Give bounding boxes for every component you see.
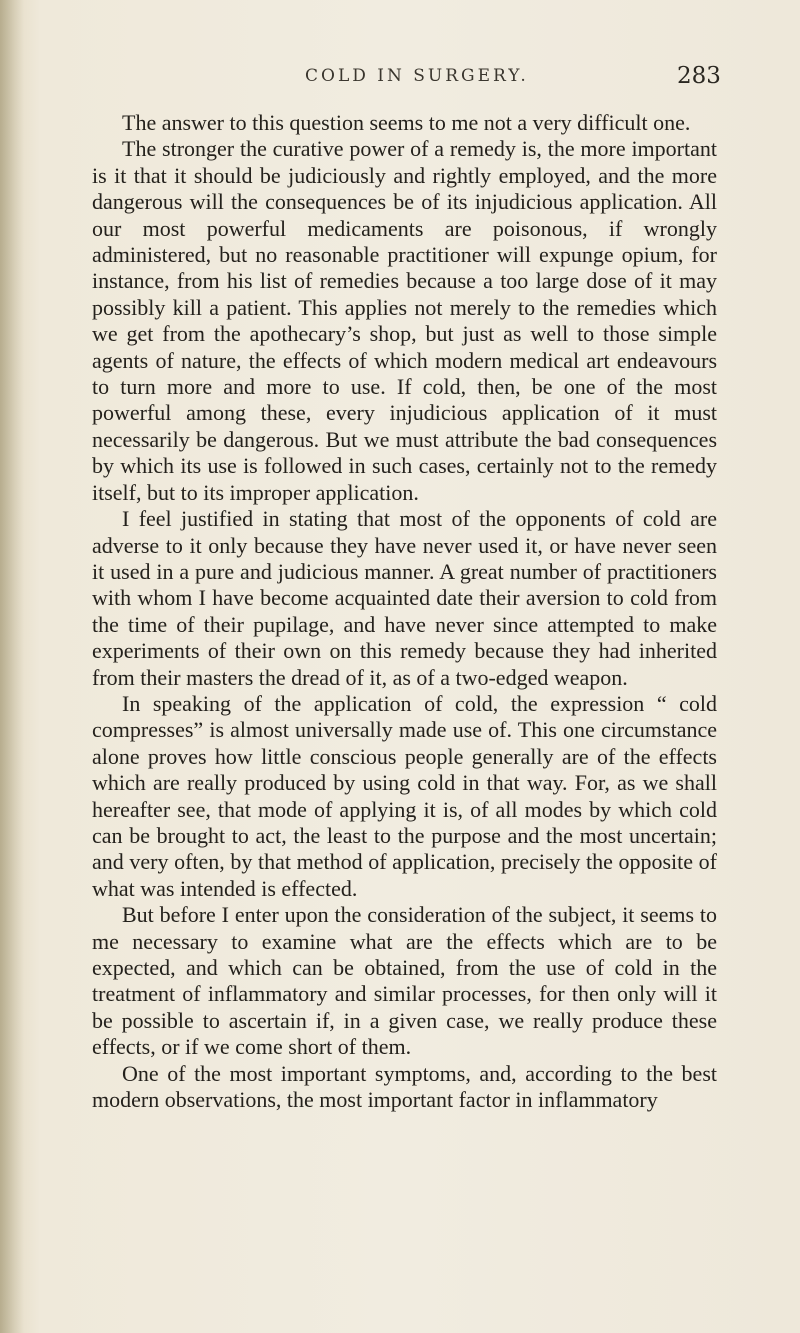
page-number: 283 [677, 63, 721, 89]
paragraph: The answer to this question seems to me not a very difficult one. [122, 110, 691, 135]
paragraph: One of the most important symptoms, and, according to the best modern observations, the most important factor in inflammatory [92, 1060, 717, 1113]
page-header [0, 63, 800, 96]
paragraph: I feel justified in stating that most of the opponents of cold are adverse to it only because they have never used it, or have never seen it used in a pure and judicious manner. A great number of practitioners with whom I have become acquainted date their aversion to cold from the time of their pupilage, and have never since attempted to make experiments of their own on this remedy because they had inherited from their masters the dread of it, as of a two-edged weapon. [92, 506, 717, 690]
page-gutter-shadow [0, 0, 24, 1333]
paragraph: In speaking of the application of cold, the expression “ cold compresses” is almost universally made use of. This one circumstance alone proves how little conscious people generally are of the effects which are really produced by using cold in that way. For, as we shall hereafter see, that mode of applying it is, of all modes by which cold can be brought to act, the least to the purpose and the most uncertain; and very often, by that method of application, precisely the opposite of what was intended is effected. [92, 690, 717, 901]
paragraph: But before I enter upon the consideration of the subject, it seems to me necessary to examine what are the effects which are to be expected, and which can be obtained, from the use of cold in the treatment of inflammatory and similar processes, for then only will it be possible to ascertain if, in a given case, we really produce these effects, or if we come short of them. [92, 902, 717, 1060]
body-text [92, 110, 717, 1113]
running-head: COLD IN SURGERY. [305, 66, 529, 86]
paragraph: The stronger the curative power of a remedy is, the more important is it that it should be judiciously and rightly employed, and the more dangerous will the consequences be of its injudicious application. All our most powerful medicaments are poisonous, if wrongly administered, but no reasonable practitioner will expunge opium, for instance, from his list of remedies because a too large dose of it may possibly kill a patient. This applies not merely to the remedies which we get from the apothecary’s shop, but just as well to those simple agents of nature, the effects of which modern medical art endeavours to turn more and more to use. If cold, then, be one of the most powerful among these, every injudicious application of it must necessarily be dangerous. But we must attribute the bad consequences by which its use is followed in such cases, certainly not to the remedy itself, but to its improper application. [92, 136, 717, 505]
